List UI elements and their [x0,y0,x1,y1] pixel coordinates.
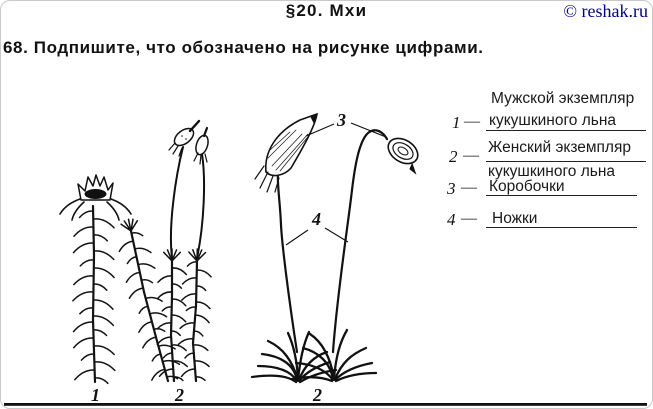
stalk-right [333,130,387,352]
male-plant-crown-icon [60,175,131,220]
answer-1-blank-line [486,130,646,131]
figure-label-2-bottom-left: 2 [175,385,184,405]
moss-leafy-stems [73,206,211,383]
watermark: © reshak.ru [563,1,648,21]
answer-dash-4: — [461,210,477,227]
page-title: §20. Мхи [285,1,368,20]
answer-number-2: 2 [449,147,458,166]
answer-2-line-below: кукушкиного льна [488,163,616,180]
answer-dash-3: — [461,179,477,196]
answer-number-3: 3 [447,179,456,198]
answer-3-text: Коробочки [489,178,565,195]
answer-number-1: 1 [452,113,461,132]
right-sporophytes [252,113,429,382]
capsule-with-calyptra-left-icon [169,121,199,156]
figure-label-3: 3 [337,110,346,130]
large-calyptra-icon [255,113,318,192]
answer-dash-2: — [463,147,479,164]
answer-dash-1: — [464,113,480,130]
figure-label-2-bottom-right: 2 [313,385,322,405]
figure-label-1-bottom: 1 [91,385,100,405]
answer-2-blank-line [486,161,646,162]
open-capsule-icon [383,133,430,175]
middle-sporophytes [169,121,210,258]
figure-label-4: 4 [312,209,321,229]
answer-1-line-above: Мужской экземпляр [491,90,635,107]
answer-4-text: Ножки [492,210,538,227]
answer-2-text: Женский экземпляр [488,139,631,156]
ground-line [4,403,647,406]
answer-1-text: кукушкиного льна [489,112,617,129]
stalk-left [278,172,297,352]
task-heading: 68. Подпишите, что обозначено на рисунке цифрами. [3,38,484,57]
answer-number-4: 4 [447,210,456,229]
